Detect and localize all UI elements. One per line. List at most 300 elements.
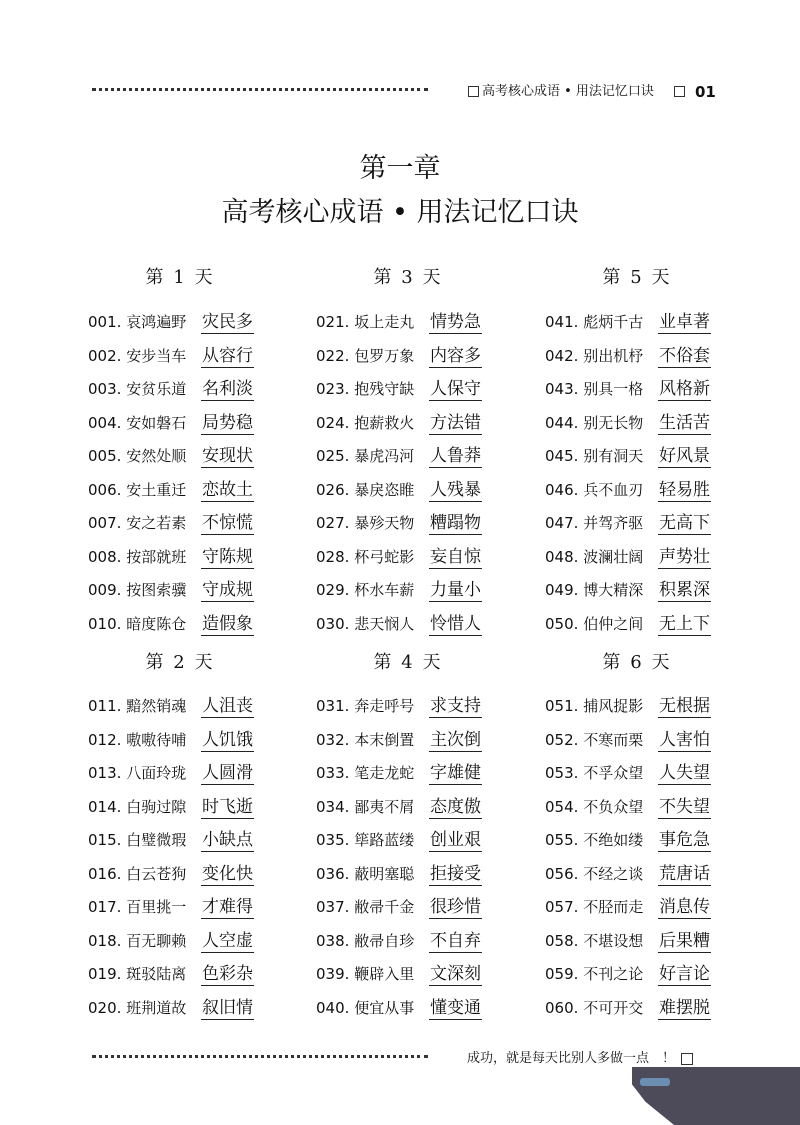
mnemonic-answer: 好风景 bbox=[658, 441, 711, 468]
idiom-text bbox=[88, 546, 198, 567]
mnemonic-answer: 好言论 bbox=[658, 959, 711, 986]
idiom-word: 白璧微瑕 bbox=[126, 831, 187, 849]
idiom-number: 002. bbox=[88, 346, 122, 365]
mnemonic-answer: 时飞逝 bbox=[201, 792, 254, 819]
idiom-word: 安步当车 bbox=[126, 346, 187, 365]
idiom-text bbox=[316, 796, 426, 817]
mnemonic-answer: 人害怕 bbox=[658, 725, 711, 752]
idiom-word: 波澜壮阔 bbox=[583, 547, 644, 566]
mnemonic-answer: 人鲁莽 bbox=[429, 441, 482, 468]
idiom-number: 045. bbox=[545, 447, 579, 465]
idiom-text bbox=[88, 930, 198, 951]
idiom-text bbox=[88, 445, 198, 466]
idiom-word: 坂上走丸 bbox=[354, 313, 415, 331]
mnemonic-answer: 后果糟 bbox=[658, 926, 711, 953]
checkbox-square-icon bbox=[468, 86, 479, 97]
idiom-entry bbox=[316, 959, 482, 985]
idiom-number: 017. bbox=[88, 898, 122, 916]
idiom-number: 024. bbox=[316, 413, 350, 432]
mnemonic-answer: 变化快 bbox=[201, 859, 254, 886]
idiom-entry bbox=[88, 792, 254, 818]
idiom-word: 别无长物 bbox=[583, 413, 644, 432]
idiom-text bbox=[316, 762, 426, 783]
idiom-text bbox=[316, 829, 426, 850]
mnemonic-answer: 声势壮 bbox=[658, 542, 711, 569]
idiom-entry bbox=[88, 441, 254, 467]
mnemonic-answer: 力量小 bbox=[429, 575, 482, 602]
mnemonic-answer: 不惊慌 bbox=[201, 508, 254, 535]
idiom-text bbox=[316, 579, 426, 600]
idiom-number: 038. bbox=[316, 931, 350, 950]
idiom-word: 八面玲珑 bbox=[126, 764, 187, 782]
mnemonic-answer: 难摆脱 bbox=[658, 993, 711, 1020]
mnemonic-answer: 局势稳 bbox=[201, 408, 254, 435]
mnemonic-answer: 内容多 bbox=[429, 341, 482, 368]
mnemonic-answer: 人沮丧 bbox=[201, 691, 254, 718]
idiom-text bbox=[545, 479, 655, 500]
idiom-number: 049. bbox=[545, 581, 579, 599]
chapter-title: 第一章 bbox=[359, 153, 441, 184]
idiom-number: 047. bbox=[545, 514, 579, 532]
idiom-entry bbox=[316, 408, 482, 434]
idiom-word: 鞭辟入里 bbox=[354, 965, 415, 983]
idiom-word: 嗷嗷待哺 bbox=[126, 730, 187, 749]
idiom-text bbox=[88, 963, 198, 984]
idiom-word: 博大精深 bbox=[583, 581, 644, 599]
idiom-number: 031. bbox=[316, 697, 350, 715]
idiom-number: 041. bbox=[545, 313, 579, 331]
idiom-text bbox=[316, 479, 426, 500]
idiom-text bbox=[88, 512, 198, 533]
idiom-entry bbox=[316, 758, 482, 784]
idiom-text bbox=[316, 896, 426, 917]
idiom-entry bbox=[88, 307, 254, 333]
idiom-word: 便宜从事 bbox=[354, 998, 415, 1017]
idiom-text bbox=[545, 963, 655, 984]
mnemonic-answer: 态度傲 bbox=[429, 792, 482, 819]
idiom-number: 019. bbox=[88, 965, 122, 983]
idiom-entry bbox=[316, 993, 482, 1019]
idiom-number: 027. bbox=[316, 514, 350, 532]
idiom-text bbox=[316, 930, 426, 951]
idiom-text bbox=[88, 829, 198, 850]
mnemonic-answer: 从容行 bbox=[201, 341, 254, 368]
idiom-number: 022. bbox=[316, 346, 350, 365]
mnemonic-answer: 轻易胜 bbox=[658, 475, 711, 502]
idiom-text bbox=[316, 445, 426, 466]
mnemonic-answer: 无上下 bbox=[658, 609, 711, 636]
idiom-word: 筚路蓝缕 bbox=[354, 831, 415, 849]
day-heading: 第 3 天 bbox=[373, 267, 443, 288]
idiom-word: 杯弓蛇影 bbox=[354, 547, 415, 566]
idiom-number: 048. bbox=[545, 547, 579, 566]
chapter-subtitle: 高考核心成语 • 用法记忆口诀 bbox=[221, 197, 579, 228]
idiom-entry bbox=[88, 374, 254, 400]
idiom-entry bbox=[88, 959, 254, 985]
checkbox-square-icon bbox=[681, 1053, 693, 1065]
idiom-text bbox=[545, 512, 655, 533]
idiom-number: 005. bbox=[88, 447, 122, 465]
mnemonic-answer: 糟蹋物 bbox=[429, 508, 482, 535]
idiom-entry bbox=[545, 609, 711, 635]
idiom-word: 不寒而栗 bbox=[583, 730, 644, 749]
idiom-entry bbox=[545, 725, 711, 751]
mnemonic-answer: 风格新 bbox=[658, 374, 711, 401]
idiom-word: 别有洞天 bbox=[583, 447, 644, 465]
idiom-word: 敝帚自珍 bbox=[354, 931, 415, 950]
idiom-text bbox=[545, 863, 655, 884]
idiom-entry bbox=[88, 691, 254, 717]
idiom-word: 班荆道故 bbox=[126, 998, 187, 1017]
mnemonic-answer: 人空虚 bbox=[201, 926, 254, 953]
idiom-number: 028. bbox=[316, 547, 350, 566]
idiom-text bbox=[88, 762, 198, 783]
idiom-word: 安如磐石 bbox=[126, 413, 187, 432]
mnemonic-answer: 人圆滑 bbox=[201, 758, 254, 785]
idiom-text bbox=[545, 997, 655, 1018]
mnemonic-answer: 安现状 bbox=[201, 441, 254, 468]
idiom-text bbox=[545, 412, 655, 433]
idiom-number: 040. bbox=[316, 998, 350, 1017]
idiom-number: 051. bbox=[545, 697, 579, 715]
idiom-word: 暗度陈仓 bbox=[126, 614, 187, 633]
idiom-entry bbox=[316, 475, 482, 501]
mnemonic-answer: 方法错 bbox=[429, 408, 482, 435]
idiom-number: 055. bbox=[545, 831, 579, 849]
idiom-entry bbox=[316, 542, 482, 568]
idiom-number: 016. bbox=[88, 864, 122, 883]
idiom-text bbox=[88, 412, 198, 433]
mnemonic-answer: 妄自惊 bbox=[429, 542, 482, 569]
idiom-entry bbox=[316, 609, 482, 635]
idiom-entry bbox=[316, 575, 482, 601]
idiom-entry bbox=[316, 441, 482, 467]
idiom-word: 不经之谈 bbox=[583, 864, 644, 883]
idiom-text bbox=[88, 345, 198, 366]
idiom-number: 029. bbox=[316, 581, 350, 599]
mnemonic-answer: 恋故土 bbox=[201, 475, 254, 502]
idiom-entry bbox=[545, 307, 711, 333]
idiom-word: 白驹过隙 bbox=[126, 797, 187, 816]
idiom-entry bbox=[316, 374, 482, 400]
idiom-word: 百无聊赖 bbox=[126, 931, 187, 950]
mnemonic-answer: 人失望 bbox=[658, 758, 711, 785]
idiom-entry bbox=[545, 859, 711, 885]
idiom-number: 044. bbox=[545, 413, 579, 432]
idiom-entry bbox=[88, 993, 254, 1019]
day-heading: 第 6 天 bbox=[602, 652, 672, 673]
idiom-number: 060. bbox=[545, 998, 579, 1017]
idiom-number: 039. bbox=[316, 965, 350, 983]
mnemonic-answer: 荒唐话 bbox=[658, 859, 711, 886]
idiom-word: 暴戾恣睢 bbox=[354, 480, 415, 499]
idiom-word: 百里挑一 bbox=[126, 898, 187, 916]
idiom-entry bbox=[88, 892, 254, 918]
idiom-text bbox=[316, 863, 426, 884]
idiom-entry bbox=[316, 792, 482, 818]
idiom-text bbox=[316, 695, 426, 716]
idiom-entry bbox=[88, 408, 254, 434]
idiom-word: 悲天悯人 bbox=[354, 614, 415, 633]
mnemonic-answer: 字雄健 bbox=[429, 758, 482, 785]
idiom-number: 036. bbox=[316, 864, 350, 883]
idiom-entry bbox=[545, 691, 711, 717]
idiom-text bbox=[316, 378, 426, 399]
idiom-word: 白云苍狗 bbox=[126, 864, 187, 883]
idiom-entry bbox=[88, 609, 254, 635]
idiom-text bbox=[545, 762, 655, 783]
mnemonic-answer: 人残暴 bbox=[429, 475, 482, 502]
idiom-text bbox=[88, 579, 198, 600]
idiom-entry bbox=[88, 725, 254, 751]
running-header bbox=[468, 80, 738, 102]
idiom-text bbox=[545, 796, 655, 817]
mnemonic-answer: 守成规 bbox=[201, 575, 254, 602]
idiom-text bbox=[545, 695, 655, 716]
mnemonic-answer: 人保守 bbox=[429, 374, 482, 401]
idiom-word: 安之若素 bbox=[126, 514, 187, 532]
mnemonic-answer: 无根据 bbox=[658, 691, 711, 718]
idiom-word: 伯仲之间 bbox=[583, 614, 644, 633]
mnemonic-answer: 事危急 bbox=[658, 825, 711, 852]
idiom-word: 抱残守缺 bbox=[354, 380, 415, 398]
mnemonic-answer: 无高下 bbox=[658, 508, 711, 535]
idiom-word: 别出机杼 bbox=[583, 346, 644, 365]
idiom-entry bbox=[88, 758, 254, 784]
mnemonic-answer: 主次倒 bbox=[429, 725, 482, 752]
idiom-entry bbox=[545, 575, 711, 601]
mnemonic-answer: 不失望 bbox=[658, 792, 711, 819]
idiom-word: 暴虎冯河 bbox=[354, 447, 415, 465]
idiom-entry bbox=[545, 408, 711, 434]
idiom-word: 笔走龙蛇 bbox=[354, 764, 415, 782]
idiom-entry bbox=[316, 725, 482, 751]
idiom-text bbox=[316, 345, 426, 366]
running-title: 高考核心成语 • 用法记忆口诀 bbox=[482, 84, 654, 99]
idiom-number: 026. bbox=[316, 480, 350, 499]
idiom-text bbox=[316, 311, 426, 332]
idiom-word: 不可开交 bbox=[583, 998, 644, 1017]
idiom-number: 050. bbox=[545, 614, 579, 633]
idiom-text bbox=[88, 896, 198, 917]
idiom-number: 004. bbox=[88, 413, 122, 432]
idiom-text bbox=[545, 445, 655, 466]
idiom-number: 053. bbox=[545, 764, 579, 782]
mnemonic-answer: 业卓著 bbox=[658, 307, 711, 334]
idiom-number: 011. bbox=[88, 697, 122, 715]
idiom-word: 奔走呼号 bbox=[354, 697, 415, 715]
idiom-text bbox=[88, 796, 198, 817]
idiom-number: 058. bbox=[545, 931, 579, 950]
idiom-word: 兵不血刃 bbox=[583, 480, 644, 499]
mnemonic-answer: 文深刻 bbox=[429, 959, 482, 986]
idiom-entry bbox=[545, 374, 711, 400]
idiom-number: 015. bbox=[88, 831, 122, 849]
idiom-entry bbox=[545, 892, 711, 918]
idiom-entry bbox=[316, 508, 482, 534]
mnemonic-answer: 很珍惜 bbox=[429, 892, 482, 919]
idiom-number: 003. bbox=[88, 380, 122, 398]
idiom-entry bbox=[88, 341, 254, 367]
footer-motto-text: 成功，就是每天比别人多做一点 ！ bbox=[467, 1051, 676, 1066]
idiom-number: 035. bbox=[316, 831, 350, 849]
idiom-word: 斑驳陆离 bbox=[126, 965, 187, 983]
idiom-word: 不绝如缕 bbox=[583, 831, 644, 849]
mnemonic-answer: 怜惜人 bbox=[429, 609, 482, 636]
mnemonic-answer: 求支持 bbox=[429, 691, 482, 718]
idiom-entry bbox=[316, 825, 482, 851]
idiom-word: 鄙夷不屑 bbox=[354, 797, 415, 816]
idiom-word: 捕风捉影 bbox=[583, 697, 644, 715]
idiom-entry bbox=[545, 959, 711, 985]
idiom-text bbox=[545, 378, 655, 399]
idiom-number: 023. bbox=[316, 380, 350, 398]
idiom-number: 020. bbox=[88, 998, 122, 1017]
idiom-number: 037. bbox=[316, 898, 350, 916]
mnemonic-answer: 色彩杂 bbox=[201, 959, 254, 986]
idiom-number: 052. bbox=[545, 730, 579, 749]
idiom-word: 按部就班 bbox=[126, 547, 187, 566]
idiom-text bbox=[316, 546, 426, 567]
idiom-number: 009. bbox=[88, 581, 122, 599]
idiom-word: 别具一格 bbox=[583, 380, 644, 398]
mnemonic-answer: 积累深 bbox=[658, 575, 711, 602]
day-heading: 第 1 天 bbox=[145, 267, 215, 288]
idiom-word: 敝帚千金 bbox=[354, 898, 415, 916]
header-dotted-rule bbox=[92, 88, 428, 91]
idiom-text bbox=[88, 729, 198, 750]
idiom-number: 046. bbox=[545, 480, 579, 499]
day-heading: 第 5 天 bbox=[602, 267, 672, 288]
idiom-entry bbox=[88, 926, 254, 952]
idiom-text bbox=[88, 695, 198, 716]
idiom-entry bbox=[88, 475, 254, 501]
idiom-word: 抱薪救火 bbox=[354, 413, 415, 432]
mnemonic-answer: 生活苦 bbox=[658, 408, 711, 435]
mnemonic-answer: 造假象 bbox=[201, 609, 254, 636]
idiom-text bbox=[545, 930, 655, 951]
idiom-entry bbox=[316, 926, 482, 952]
idiom-entry bbox=[545, 825, 711, 851]
idiom-text bbox=[545, 311, 655, 332]
idiom-text bbox=[545, 829, 655, 850]
mnemonic-answer: 创业艰 bbox=[429, 825, 482, 852]
idiom-entry bbox=[88, 859, 254, 885]
idiom-number: 018. bbox=[88, 931, 122, 950]
idiom-entry bbox=[545, 508, 711, 534]
idiom-text bbox=[88, 311, 198, 332]
mnemonic-answer: 情势急 bbox=[429, 307, 482, 334]
idiom-word: 并驾齐驱 bbox=[583, 514, 644, 532]
idiom-word: 不负众望 bbox=[583, 797, 644, 816]
idiom-text bbox=[316, 963, 426, 984]
idiom-number: 033. bbox=[316, 764, 350, 782]
mnemonic-answer: 守陈规 bbox=[201, 542, 254, 569]
idiom-number: 032. bbox=[316, 730, 350, 749]
idiom-number: 012. bbox=[88, 730, 122, 749]
idiom-text bbox=[545, 345, 655, 366]
mnemonic-answer: 人饥饿 bbox=[201, 725, 254, 752]
idiom-word: 不刊之论 bbox=[583, 965, 644, 983]
idiom-text bbox=[316, 512, 426, 533]
idiom-number: 034. bbox=[316, 797, 350, 816]
idiom-text bbox=[88, 997, 198, 1018]
footer-dotted-rule bbox=[92, 1055, 428, 1058]
idiom-text bbox=[545, 579, 655, 600]
idiom-entry bbox=[545, 926, 711, 952]
mnemonic-answer: 不俗套 bbox=[658, 341, 711, 368]
footer-motto bbox=[467, 1047, 693, 1066]
idiom-number: 008. bbox=[88, 547, 122, 566]
idiom-word: 按图索骥 bbox=[126, 581, 187, 599]
day-heading: 第 4 天 bbox=[373, 652, 443, 673]
idiom-number: 043. bbox=[545, 380, 579, 398]
checkbox-square-icon bbox=[674, 86, 685, 97]
idiom-word: 安贫乐道 bbox=[126, 380, 187, 398]
idiom-number: 021. bbox=[316, 313, 350, 331]
idiom-number: 030. bbox=[316, 614, 350, 633]
mnemonic-answer: 才难得 bbox=[201, 892, 254, 919]
corner-decoration bbox=[632, 1067, 800, 1125]
idiom-number: 006. bbox=[88, 480, 122, 499]
idiom-text bbox=[316, 613, 426, 634]
idiom-word: 哀鸿遍野 bbox=[126, 313, 187, 331]
idiom-number: 059. bbox=[545, 965, 579, 983]
idiom-entry bbox=[88, 542, 254, 568]
page-number: 01 bbox=[694, 82, 716, 101]
idiom-text bbox=[88, 378, 198, 399]
idiom-number: 014. bbox=[88, 797, 122, 816]
idiom-text bbox=[545, 896, 655, 917]
day-heading: 第 2 天 bbox=[145, 652, 215, 673]
mnemonic-answer: 消息传 bbox=[658, 892, 711, 919]
idiom-word: 安土重迁 bbox=[126, 480, 187, 499]
idiom-word: 彪炳千古 bbox=[583, 313, 644, 331]
idiom-entry bbox=[545, 758, 711, 784]
idiom-entry bbox=[545, 542, 711, 568]
idiom-entry bbox=[545, 993, 711, 1019]
idiom-text bbox=[316, 412, 426, 433]
idiom-number: 057. bbox=[545, 898, 579, 916]
mnemonic-answer: 不自弃 bbox=[429, 926, 482, 953]
idiom-text bbox=[545, 729, 655, 750]
idiom-text bbox=[88, 863, 198, 884]
idiom-number: 013. bbox=[88, 764, 122, 782]
idiom-number: 042. bbox=[545, 346, 579, 365]
idiom-word: 包罗万象 bbox=[354, 346, 415, 365]
idiom-text bbox=[316, 997, 426, 1018]
idiom-entry bbox=[316, 341, 482, 367]
mnemonic-answer: 叙旧情 bbox=[201, 993, 254, 1020]
idiom-entry bbox=[88, 508, 254, 534]
idiom-entry bbox=[545, 475, 711, 501]
idiom-entry bbox=[316, 892, 482, 918]
idiom-word: 蔽明塞聪 bbox=[354, 864, 415, 883]
idiom-word: 安然处顺 bbox=[126, 447, 187, 465]
idiom-entry bbox=[545, 341, 711, 367]
idiom-text bbox=[316, 729, 426, 750]
idiom-entry bbox=[316, 307, 482, 333]
idiom-number: 001. bbox=[88, 313, 122, 331]
idiom-entry bbox=[316, 859, 482, 885]
mnemonic-answer: 小缺点 bbox=[201, 825, 254, 852]
corner-decoration-band bbox=[640, 1078, 670, 1086]
idiom-word: 不胫而走 bbox=[583, 898, 644, 916]
idiom-text bbox=[545, 546, 655, 567]
idiom-entry bbox=[545, 441, 711, 467]
idiom-entry bbox=[545, 792, 711, 818]
idiom-number: 025. bbox=[316, 447, 350, 465]
